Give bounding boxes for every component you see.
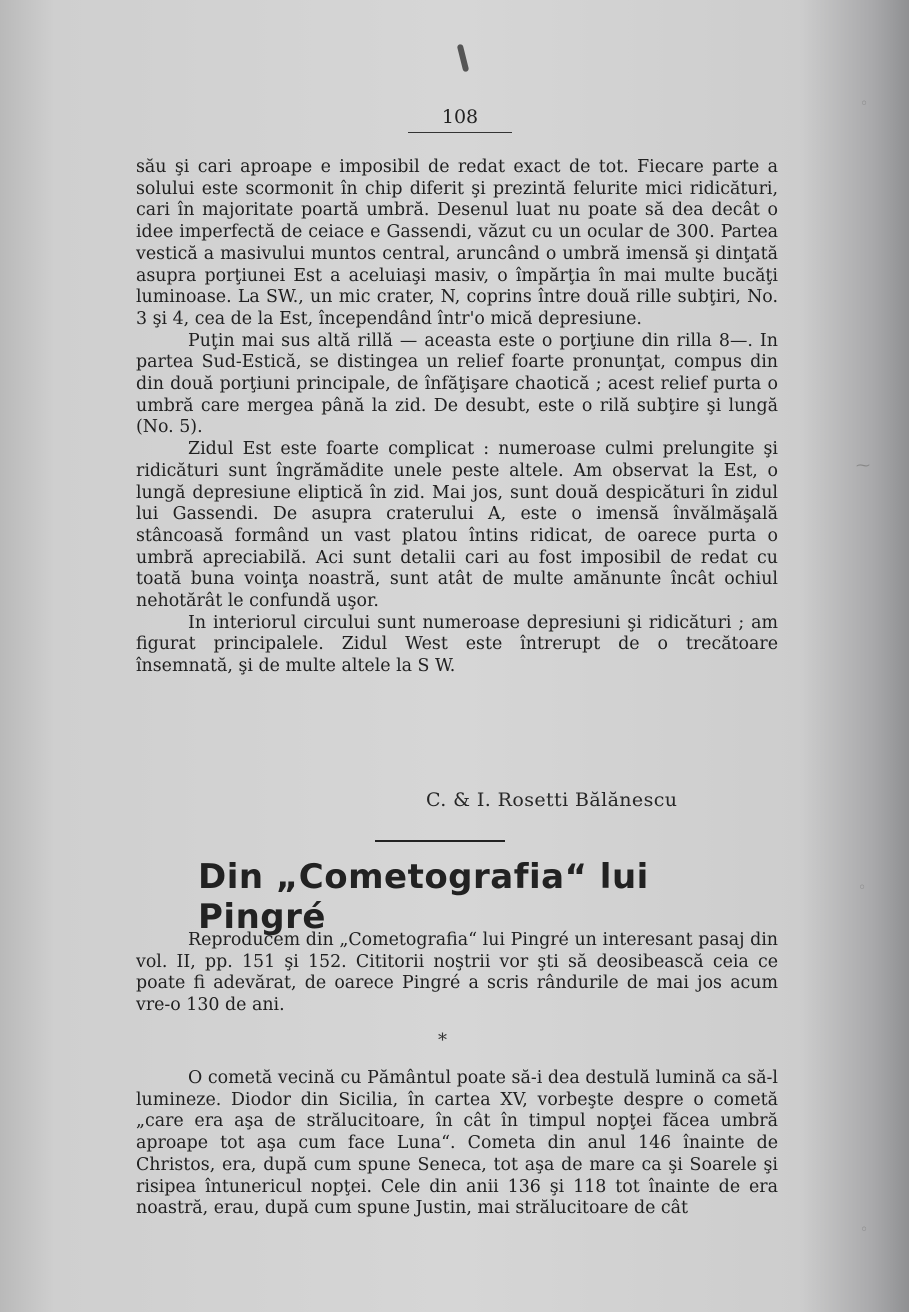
ink-mark (457, 44, 470, 73)
article-intro (136, 930, 778, 1017)
paragraph: In interiorul circului sunt numeroase depresiuni şi ridicături ; am figurat principalele. Zidul West este întrerupt de o trecătoare însemnată, şi de multe altele la S W. (136, 612, 778, 677)
author-signature: C. & I. Rosetti Bălănescu (426, 789, 678, 811)
intro-paragraph: Reproducem din „Cometografia“ lui Pingré un interesant pasaj din vol. II, pp. 151 şi 152. Cititorii noştrii vor şti să deosibească ceia ce poate fi adevărat, de oarece Pingré a scris rândurile de mai jos acum vre-o 130 de ani. (136, 930, 778, 1016)
margin-speck: ◦ (860, 1222, 869, 1238)
body-paragraph: O cometă vecină cu Pământul poate să-i dea destulă lumină ca să-l lumineze. Diodor din Sicilia, în cartea XV, vorbeşte despre o cometă „care era aşa de strălucitoare, în cât în timpul nopţei făcea umbră aproape tot aşa cum face Luna“. Cometa din anul 146 înainte de Christos, era, după cum spune Seneca, tot aşa de mare ca şi Soarele şi risipea întunericul nopţei. Cele din anii 136 şi 118 tot înainte de era noastră, erau, după cum spune Justin, mai strălucitoare de cât (136, 1068, 778, 1219)
article-body (136, 157, 778, 678)
article-quote (136, 1068, 778, 1220)
margin-speck: ◦ (858, 880, 867, 896)
section-separator: * (438, 1030, 447, 1051)
article-title: Din „Cometografia“ lui Pingré (198, 857, 649, 937)
margin-speck: ⁓ (856, 458, 870, 474)
section-divider (375, 840, 505, 842)
margin-speck: ◦ (860, 96, 869, 112)
page-number: 108 (408, 106, 512, 133)
paragraph: său şi cari aproape e imposibil de redat exact de tot. Fiecare parte a solului este scormonit în chip diferit şi prezintă felurite mici ridicături, cari în majoritate poartă umbră. Desenul luat nu poate să dea decât o idee imperfectă de ceiace e Gassendi, văzut cu un ocular de 300. Partea vestică a masivului muntos central, aruncând o umbră imensă şi dinţată asupra porţiunei Est a aceluiaşi masiv, o împărţia în mai multe bucăţi luminoase. La SW., un mic crater, N, coprins între două rille subţiri, No. 3 şi 4, cea de la Est, încependând într'o mică depresiune. (136, 157, 778, 329)
paragraph: Puţin mai sus altă rillă — aceasta este o porţiune din rilla 8—. In partea Sud-Estică, se distingea un relief foarte pronunţat, compus din din două porţiuni principale, de înfăţişare chaotică ; acest relief purta o umbră care mergea până la zid. De desubt, este o rilă subţire şi lungă (No. 5). (136, 330, 778, 438)
paragraph: Zidul Est este foarte complicat : numeroase culmi prelungite şi ridicături sunt îngrămădite unele peste altele. Am observat la Est, o lungă depresiune eliptică în zid. Mai jos, sunt două despicături în zidul lui Gassendi. De asupra craterului A, este o imensă învălmăşală stâncoasă formând un vast platou întins ridicat, de oarece purta o umbră apreciabilă. Aci sunt detalii cari au fost imposibil de redat cu toată buna voinţa noastră, sunt atât de multe amănunte încât ochiul nehotărât le confundă uşor. (136, 439, 778, 612)
